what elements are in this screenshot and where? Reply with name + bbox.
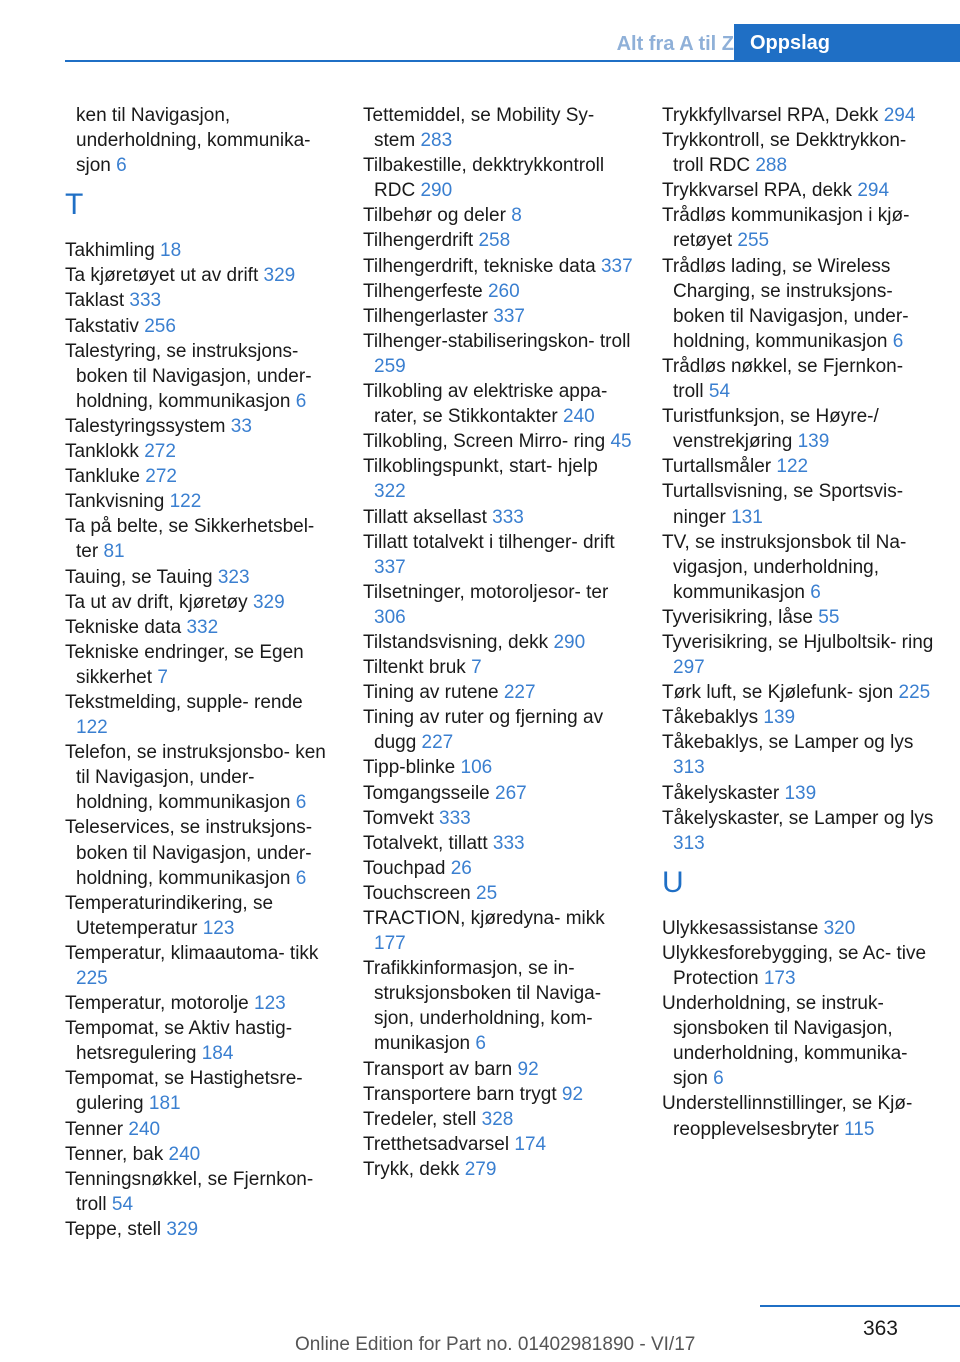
- page-reference-link[interactable]: 290: [553, 631, 586, 653]
- index-entry: [363, 530, 633, 580]
- index-entry-text: Tankvisning: [65, 491, 170, 513]
- index-entry: [662, 454, 937, 479]
- page-reference-link[interactable]: 18: [160, 240, 182, 262]
- index-entry: [363, 429, 633, 454]
- index-entry-text: Tåkelyskaster: [662, 782, 785, 804]
- page-reference-link[interactable]: 329: [252, 591, 285, 613]
- page-reference-link[interactable]: 7: [471, 657, 482, 679]
- index-entry-text: Talestyringssystem: [65, 415, 231, 437]
- index-entry: [65, 1066, 335, 1116]
- index-entry-text: Takhimling: [65, 240, 161, 262]
- page-reference-link[interactable]: 122: [776, 456, 809, 478]
- index-entry: [65, 615, 335, 640]
- index-entry-text: Touchscreen: [363, 882, 477, 904]
- page-reference-link[interactable]: 227: [421, 732, 454, 754]
- index-entry-text: Tørk luft, se Kjølefunk‐ sjon: [662, 682, 899, 704]
- page-reference-link[interactable]: 174: [514, 1133, 547, 1155]
- index-entry-text: Trådløs kommunikasjon i kjø‐ retøyet: [662, 205, 910, 252]
- index-entry-text: ken til Navigasjon,: [76, 105, 231, 126]
- page-reference-link[interactable]: 272: [144, 441, 176, 463]
- page-reference-link[interactable]: 6: [295, 792, 307, 814]
- index-entry: [363, 505, 633, 530]
- index-entry: [662, 128, 937, 178]
- index-entry: [662, 203, 937, 253]
- index-entry-text: Understellinnstillinger, se Kjø‐ reopplevelsesbryter: [662, 1093, 913, 1140]
- index-entry: [65, 590, 335, 615]
- index-entry-text: Trykkvarsel RPA, dekk: [662, 180, 858, 202]
- index-entry: [65, 514, 335, 564]
- index-entry: [65, 891, 335, 941]
- page-reference-link[interactable]: 329: [166, 1218, 199, 1240]
- page-reference-link[interactable]: 240: [128, 1118, 161, 1140]
- header-rule: [65, 60, 960, 62]
- page-reference-link[interactable]: 333: [492, 506, 524, 528]
- page-reference-link[interactable]: 240: [563, 406, 595, 428]
- index-entry-text: Trykk, dekk: [363, 1158, 465, 1180]
- page-reference-link[interactable]: 115: [844, 1118, 875, 1140]
- page-reference-link[interactable]: 267: [495, 782, 527, 804]
- index-entry-text: Tilsetninger, motoroljesor‐ ter: [363, 581, 609, 603]
- index-entry-text: Transportere barn trygt: [363, 1083, 562, 1105]
- index-entry: [662, 605, 937, 630]
- index-entry: [363, 680, 633, 705]
- index-entry: [65, 339, 335, 414]
- index-entry: [363, 856, 633, 881]
- page-reference-link[interactable]: 92: [561, 1083, 584, 1105]
- index-entry: [363, 279, 633, 304]
- index-entry: [65, 941, 335, 991]
- index-entry-text: Transport av barn: [363, 1058, 518, 1080]
- index-entry-text: Tiltenkt bruk: [363, 657, 472, 679]
- index-entry-text: Ulykkesforebygging, se Ac‐ tive Protection: [662, 942, 927, 989]
- page-reference-link[interactable]: 45: [610, 431, 632, 453]
- page-reference-link[interactable]: 320: [823, 917, 856, 939]
- index-entry-text: Tilbakestille, dekktrykkontroll RDC: [363, 155, 605, 202]
- index-entry-text: Tillatt totalvekt i tilhenger‐ drift: [363, 531, 615, 553]
- index-entry: [363, 630, 633, 655]
- page-reference-link[interactable]: 7: [157, 666, 168, 688]
- index-entry-text: Teppe, stell: [65, 1218, 167, 1240]
- index-entry-text: Tekstmelding, supple‐ rende: [65, 691, 303, 713]
- index-column-1: [65, 103, 335, 1242]
- index-entry-text: Tomvekt: [363, 807, 440, 829]
- page-reference-link[interactable]: 313: [673, 832, 705, 854]
- page-reference-link[interactable]: 6: [475, 1033, 486, 1055]
- page-reference-link[interactable]: 8: [511, 205, 522, 227]
- index-entry-text: Trykkontroll, se Dekktrykkon‐ troll RDC: [662, 130, 907, 177]
- page-reference-link[interactable]: 240: [168, 1143, 201, 1165]
- page-reference-link[interactable]: 6: [810, 581, 821, 603]
- index-entry: [363, 806, 633, 831]
- index-entry: [662, 404, 937, 454]
- index-entry: [65, 288, 335, 313]
- index-entry: [65, 991, 335, 1016]
- section-title: Alt fra A til Z: [616, 33, 734, 55]
- index-entry-text: Tempomat, se Hastighetsre‐ gulering: [65, 1068, 303, 1115]
- index-entry-text: Underholdning, se instruk‐ sjonsboken til Navigasjon, underholdning, kommunika‐ sjon: [662, 993, 908, 1090]
- page-reference-link[interactable]: 283: [420, 130, 453, 152]
- index-letter-heading: U: [662, 865, 684, 899]
- index-entry: [363, 906, 633, 956]
- index-entry: [363, 580, 633, 630]
- index-entry-text: Tenner: [65, 1118, 129, 1140]
- page-reference-link[interactable]: 227: [503, 682, 536, 704]
- index-entry: [65, 263, 335, 288]
- page-reference-link[interactable]: 290: [420, 180, 453, 202]
- index-entry: [363, 153, 633, 203]
- index-entry-text: Touchpad: [363, 857, 451, 879]
- page-reference-link[interactable]: 279: [464, 1158, 497, 1180]
- index-entry: [662, 781, 937, 806]
- index-entry-text: Tillatt aksellast: [363, 506, 493, 528]
- index-entry: [363, 228, 633, 253]
- index-entry-text: Ta ut av drift, kjøretøy: [65, 591, 253, 613]
- index-entry: [65, 103, 335, 128]
- index-entry-text: Tenner, bak: [65, 1143, 169, 1165]
- index-entry-text: Tilbehør og deler: [363, 205, 512, 227]
- index-entry-text: Tåkebaklys: [662, 707, 764, 729]
- footer-rule: [760, 1305, 960, 1307]
- index-entry-text: Temperaturindikering, se Utetemperatur: [65, 892, 274, 939]
- page-reference-link[interactable]: 225: [76, 968, 108, 989]
- index-entry-text: Tining av rutene: [363, 682, 504, 704]
- index-entry: [662, 254, 937, 354]
- page-reference-link[interactable]: 258: [478, 230, 511, 252]
- page-reference-link[interactable]: 122: [76, 717, 108, 739]
- index-entry-text: Tilkobling, Screen Mirro‐ ring: [363, 431, 611, 453]
- index-entry-text: Ulykkesassistanse: [662, 917, 824, 939]
- page-reference-link[interactable]: 181: [148, 1093, 181, 1115]
- index-entry: [363, 254, 633, 279]
- index-entry-text: Ta kjøretøyet ut av drift: [65, 265, 264, 287]
- index-entry-text: Tåkebaklys, se Lamper og lys: [662, 732, 914, 754]
- index-entry-text: Tilhengerdrift, tekniske data: [363, 255, 601, 277]
- page-reference-link[interactable]: 329: [263, 265, 296, 287]
- index-entry-text: Tilkobling av elektriske appa‐ rater, se Stikkontakter: [363, 381, 608, 428]
- index-entry: [363, 1082, 633, 1107]
- page-reference-link[interactable]: 294: [883, 105, 916, 126]
- index-entry-text: Turistfunksjon, se Høyre-/ venstrekjøring: [662, 406, 879, 453]
- page-reference-link[interactable]: 26: [450, 857, 472, 879]
- index-entry: [363, 103, 633, 153]
- page-reference-link[interactable]: 328: [481, 1108, 514, 1130]
- page-reference-link[interactable]: 33: [230, 415, 252, 437]
- index-entry: [662, 354, 937, 404]
- index-entry-text: Trykkfyllvarsel RPA, Dekk: [662, 105, 884, 126]
- index-entry: [363, 454, 633, 504]
- index-entry: [363, 755, 633, 780]
- index-entry: [662, 680, 937, 705]
- index-entry: [662, 103, 937, 128]
- index-entry-text: Trådløs nøkkel, se Fjernkon‐ troll: [662, 355, 904, 403]
- page-reference-link[interactable]: 81: [103, 541, 125, 563]
- page-reference-link[interactable]: 225: [898, 682, 931, 704]
- index-entry-text: TRACTION, kjøredyna‐ mikk: [363, 908, 605, 929]
- index-entry: [363, 781, 633, 806]
- page-reference-link[interactable]: 139: [797, 431, 830, 453]
- index-entry: [662, 806, 937, 856]
- page-reference-link[interactable]: 123: [202, 917, 235, 939]
- index-entry-text: Trafikkinformasjon, se in‐ struksjonsboken til Naviga‐ sjon, underholdning, kom‐ munikasjon: [363, 958, 602, 1055]
- index-entry-text: Tåkelyskaster, se Lamper og lys: [662, 807, 934, 829]
- index-entry-text: Tilstandsvisning, dekk: [363, 631, 554, 653]
- page-reference-link[interactable]: 54: [111, 1193, 134, 1215]
- page-reference-link[interactable]: 337: [600, 255, 633, 277]
- index-entry: [662, 705, 937, 730]
- index-entry-text: Tyverisikring, se Hjulboltsik‐ ring: [662, 631, 934, 653]
- index-entry: [363, 379, 633, 429]
- index-entry: [363, 329, 633, 379]
- index-entry-text: Temperatur, motorolje: [65, 993, 255, 1015]
- index-entry-text: Trådløs lading, se Wireless Charging, se instruksjons‐ boken til Navigasjon, under‐ holdning, kommunikasjon: [662, 255, 909, 352]
- index-entry: [65, 1217, 335, 1242]
- page-reference-link[interactable]: 6: [116, 155, 127, 177]
- page-reference-link[interactable]: 131: [731, 506, 763, 528]
- page-reference-link[interactable]: 54: [708, 381, 731, 403]
- index-entry-text: Tilkoblingspunkt, start‐ hjelp: [363, 456, 598, 478]
- index-entry-text: Tilhengerfeste: [363, 280, 488, 302]
- index-entry: [65, 815, 335, 890]
- page-reference-link[interactable]: 313: [673, 757, 705, 779]
- index-entry: [363, 1157, 633, 1182]
- page-number: 363: [862, 1317, 898, 1340]
- index-entry-text: Tekniske endringer, se Egen sikkerhet: [65, 641, 304, 688]
- index-entry-text: Tining av ruter og fjerning av dugg: [363, 707, 604, 754]
- page-reference-link[interactable]: 6: [295, 390, 307, 412]
- index-letter-heading: T: [65, 188, 84, 222]
- index-entry: [662, 1091, 937, 1141]
- page-reference-link[interactable]: 173: [763, 968, 796, 989]
- index-entry: [662, 530, 937, 605]
- index-entry-text: Taklast: [65, 290, 130, 312]
- index-entry: [662, 630, 937, 680]
- index-entry-text: TV, se instruksjonsbok til Na‐ vigasjon, underholdning, kommunikasjon: [662, 531, 907, 603]
- index-entry: [363, 881, 633, 906]
- index-entry: [65, 489, 335, 514]
- index-entry: [65, 238, 335, 263]
- index-entry-text: Tyverisikring, låse: [662, 606, 819, 628]
- page-reference-link[interactable]: 333: [492, 832, 525, 854]
- page-reference-link[interactable]: 332: [186, 616, 219, 638]
- index-entry: [363, 304, 633, 329]
- index-entry-text: Telefon, se instruksjonsbo‐ ken til Navigasjon, under‐ holdning, kommunikasjon: [65, 742, 326, 814]
- index-column-3: [662, 103, 937, 1142]
- index-entry: [65, 1142, 335, 1167]
- index-entry: [65, 1117, 335, 1142]
- page-reference-link[interactable]: 322: [374, 481, 406, 503]
- page-reference-link[interactable]: 6: [713, 1068, 724, 1090]
- tab-oppslag[interactable]: Oppslag: [734, 24, 960, 62]
- page-reference-link[interactable]: 25: [476, 882, 498, 904]
- index-entry-text: underholdning, kommunika‐: [76, 130, 311, 152]
- index-entry-text: Tilhengerlaster: [363, 305, 494, 327]
- page-reference-link[interactable]: 177: [374, 933, 406, 955]
- index-entry: [65, 1016, 335, 1066]
- index-entry-text: Teleservices, se instruksjons‐ boken til Navigasjon, under‐ holdning, kommunikasjon: [65, 817, 313, 889]
- index-entry-text: Tempomat, se Aktiv hastig‐ hetsregulering: [65, 1018, 293, 1065]
- index-entry: [363, 1107, 633, 1132]
- index-entry-text: Tekniske data: [65, 616, 187, 638]
- index-entry: [65, 464, 335, 489]
- page-reference-link[interactable]: 255: [737, 230, 770, 252]
- page-reference-link[interactable]: 288: [755, 155, 788, 177]
- index-entry: [65, 153, 335, 178]
- index-entry: [662, 730, 937, 780]
- index-entry: [65, 565, 335, 590]
- index-entry-text: sjon: [76, 155, 117, 177]
- index-entry: [662, 991, 937, 1091]
- index-entry-text: Tettemiddel, se Mobility Sy‐ stem: [363, 105, 595, 152]
- index-entry: [65, 414, 335, 439]
- index-entry: [363, 831, 633, 856]
- page-reference-link[interactable]: 184: [201, 1043, 234, 1065]
- page-reference-link[interactable]: 6: [892, 330, 904, 352]
- index-entry: [363, 203, 633, 228]
- index-entry: [363, 1057, 633, 1082]
- page-reference-link[interactable]: 139: [763, 707, 796, 729]
- index-entry-text: Turtallsmåler: [662, 456, 777, 478]
- page-reference-link[interactable]: 6: [295, 867, 307, 889]
- index-entry-text: Ta på belte, se Sikkerhetsbel‐ ter: [65, 516, 315, 563]
- index-entry-text: Tanklokk: [65, 441, 145, 463]
- page-reference-link[interactable]: 106: [460, 757, 493, 779]
- index-column-2: [363, 103, 633, 1182]
- index-entry: [363, 956, 633, 1056]
- page-reference-link[interactable]: 260: [487, 280, 520, 302]
- index-entry: [363, 705, 633, 755]
- index-entry: [65, 740, 335, 815]
- page-reference-link[interactable]: 259: [374, 355, 406, 377]
- index-entry-text: Tredeler, stell: [363, 1108, 482, 1130]
- index-entry: [65, 690, 335, 740]
- index-entry-text: Tauing, se Tauing: [65, 566, 218, 588]
- page-reference-link[interactable]: 323: [217, 566, 250, 588]
- page-reference-link[interactable]: 306: [374, 606, 406, 628]
- index-entry-text: Takstativ: [65, 315, 145, 337]
- index-entry-text: Tankluke: [65, 466, 146, 488]
- page-reference-link[interactable]: 55: [818, 606, 840, 628]
- page-reference-link[interactable]: 92: [517, 1058, 539, 1080]
- index-entry-text: Temperatur, klimaautoma‐ tikk: [65, 942, 319, 964]
- index-entry: [65, 640, 335, 690]
- page-reference-link[interactable]: 123: [254, 993, 286, 1015]
- index-entry: [363, 655, 633, 680]
- index-entry: [363, 1132, 633, 1157]
- index-entry: [65, 128, 335, 153]
- index-entry: [662, 941, 937, 991]
- page-reference-link[interactable]: 337: [493, 305, 525, 327]
- page-reference-link[interactable]: 337: [374, 556, 406, 578]
- index-entry-text: Turtallsvisning, se Sportsvis‐ ninger: [662, 481, 904, 528]
- index-entry-text: Tilhenger-stabiliseringskon‐ troll: [363, 330, 631, 352]
- index-entry-text: Tenningsnøkkel, se Fjernkon‐ troll: [65, 1168, 314, 1215]
- page-reference-link[interactable]: 256: [144, 315, 176, 337]
- page-reference-link[interactable]: 333: [439, 807, 471, 829]
- page-reference-link[interactable]: 272: [145, 466, 177, 488]
- index-entry: [65, 439, 335, 464]
- index-entry-text: Totalvekt, tillatt: [363, 832, 493, 854]
- page-reference-link[interactable]: 139: [784, 782, 817, 804]
- index-entry-text: Tretthetsadvarsel: [363, 1133, 515, 1155]
- index-entry: [662, 916, 937, 941]
- index-entry: [662, 479, 937, 529]
- index-entry-text: Talestyring, se instruksjons‐ boken til Navigasjon, under‐ holdning, kommunikasjon: [65, 340, 312, 412]
- footer-edition: Online Edition for Part no. 01402981890 - VI/17: [295, 1334, 696, 1355]
- index-entry-text: Tilhengerdrift: [363, 230, 479, 252]
- index-entry: [662, 178, 937, 203]
- page-reference-link[interactable]: 294: [857, 180, 890, 202]
- page-reference-link[interactable]: 297: [673, 657, 705, 679]
- index-entry-text: Tomgangsseile: [363, 782, 496, 804]
- index-entry: [65, 314, 335, 339]
- page-reference-link[interactable]: 122: [169, 491, 202, 513]
- index-entry: [65, 1167, 335, 1217]
- page-reference-link[interactable]: 333: [129, 290, 162, 312]
- index-entry-text: Tipp-blinke: [363, 757, 461, 779]
